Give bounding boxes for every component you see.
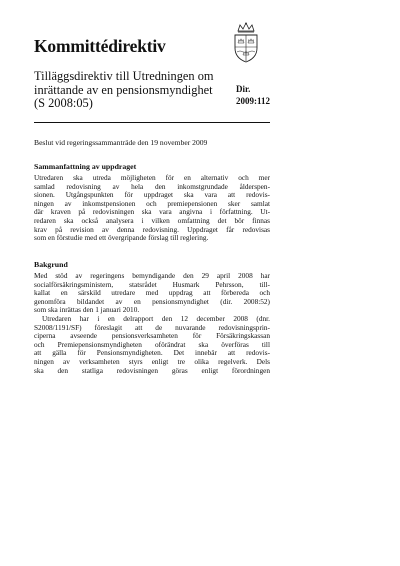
body-line: där kraven på redovisningen ska vara angivna i författning. Ut-	[34, 208, 270, 217]
body-line: ska den statliga redovisningen göras enligt förordningen	[34, 366, 270, 375]
section-body-background	[34, 272, 270, 375]
swedish-coat-of-arms-icon	[226, 22, 266, 68]
body-line: Utredaren har i en delrapport den 12 december 2008 (dnr.	[42, 314, 270, 323]
directive-title	[34, 70, 234, 111]
body-line: ningen av inkomstpensionen och premiepensionen sker samlat	[34, 199, 270, 208]
section-heading-background: Bakgrund	[34, 260, 68, 269]
section-body-summary	[34, 174, 270, 243]
title-line: (S 2008:05)	[34, 96, 93, 111]
body-line: S2008/1191/SF) föreslagit att de nuvarande redovisningsprin-	[34, 323, 270, 332]
section-heading-summary: Sammanfattning av uppdraget	[34, 162, 137, 171]
body-line: redaren ska också analysera i vilken omfattning det bör finnas	[34, 216, 270, 225]
body-line: Utredaren ska utreda möjligheten för en alternativ och mer	[34, 174, 270, 182]
dir-label: Dir.	[236, 84, 251, 94]
body-line: krav på revision av denna redovisning. Uppdraget får redovisas	[34, 225, 270, 234]
body-line: och Premiepensionsmyndigheten oförändrat ska överföras till	[34, 340, 270, 349]
body-line: ciperna avseende pensionsverksamheten för Försäkringskassan	[34, 332, 270, 341]
title-line: inrättande av en pensionsmyndighet	[34, 82, 213, 97]
body-line: kallat en särskild utredare med uppdrag att förbereda och	[34, 289, 270, 298]
decision-date: Beslut vid regeringssammanträde den 19 november 2009	[34, 138, 208, 147]
divider	[34, 122, 270, 123]
dir-number: 2009:112	[236, 96, 271, 106]
body-line: som en förstudie med ett övergripande förslag till reglering.	[34, 234, 209, 243]
document-type: Kommittédirektiv	[34, 36, 166, 56]
title-line: Tilläggsdirektiv till Utredningen om	[34, 69, 214, 83]
body-line: ningen av verksamheten styrs enligt tre olika regelverk. Dels	[34, 357, 270, 366]
body-line: som ska inrättas den 1 januari 2010.	[34, 306, 140, 315]
body-line: att gälla för Pensionsmyndigheten. Det innebär att redovis-	[34, 349, 270, 358]
body-line: Med stöd av regeringens bemyndigande den 29 april 2008 har	[34, 272, 270, 280]
body-line: genomföra bildandet av en pensionsmyndighet (dir. 2008:52)	[34, 297, 270, 306]
body-line: samlad redovisning av hela den inkomstgrundade ålderspen-	[34, 182, 270, 191]
body-line: sionen. Utgångspunkten för uppdraget ska vara att redovis-	[34, 191, 270, 200]
body-line: socialförsäkringsministern, statsrådet Husmark Pehrsson, till-	[34, 280, 270, 289]
